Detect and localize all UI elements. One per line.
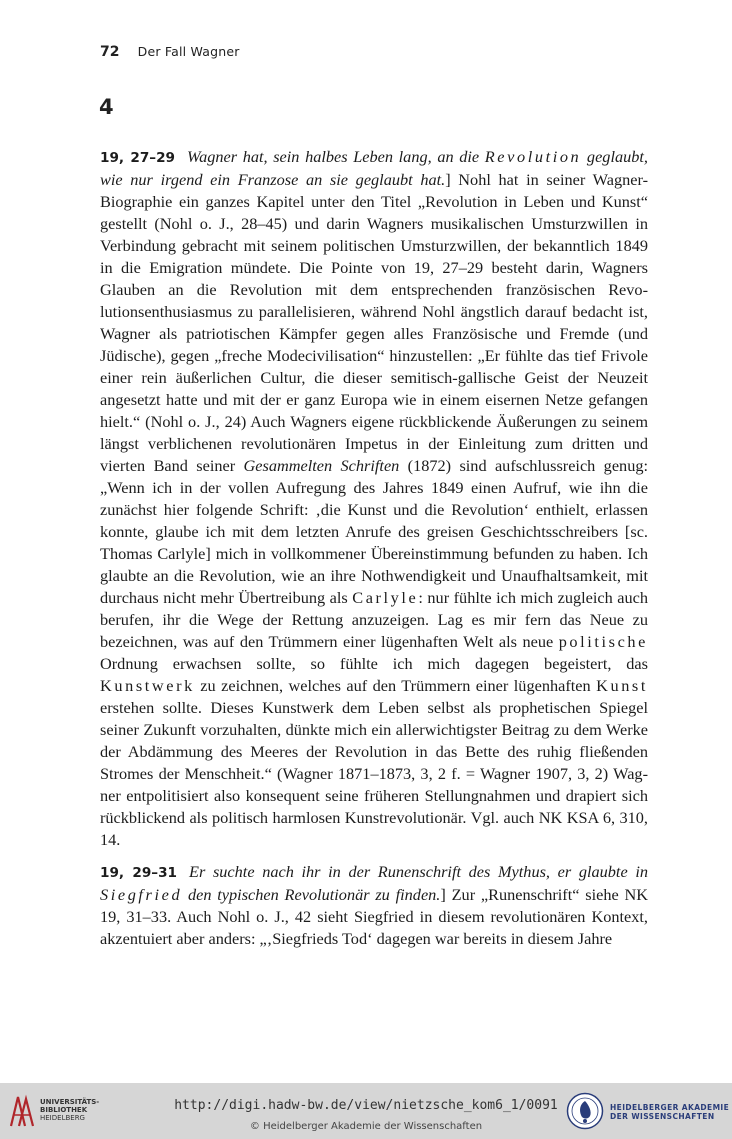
work-title: Gesammelten Schriften <box>243 456 400 475</box>
section-number: 4 <box>99 95 114 119</box>
spaced-emphasis: Kunstwerk <box>100 676 195 695</box>
lemma: Er suchte nach ihr in der Runenschrift des Mythus, er glaubte in Siegfried den typischen Revolutionär zu finden. <box>100 862 648 904</box>
commentary-entry: 19, 27–29 Wagner hat, sein halbes Leben lang, an die Revolution geglaubt, wie nur irgend ein Franzose an sie geglaubt hat.] Nohl hat in seiner Wagner-Biographie ein ganzes Kapitel unter den Titel „Revolution in Leben und Kunst“ gestellt (Nohl o. J., 28–45) und darin Wagners musikalischen Umsturzwillen in Verbindung gebracht mit seinem politischen Umsturzwillen, der bekanntlich 1849 in die Emigration mündete. Die Pointe von 19, 27–29 besteht darin, Wagners Glauben an die Revolution mit dem entsprechenden französischen Revolutionsenthusiasmus zu parallelisieren, während Nohl ängstlich darauf bedacht ist, Wagner als patriotischen Kämpfer gegen alles Französische und Fremde (und Jüdische), gegen „freche Modecivilisation“ hinzustellen: „Er fühlte das tief Frivole einer rein äußerlichen Cultur, die dieser semitisch-gallische Geist der Neuzeit angesetzt hatte und mit der er ganz Europa wie in einem eisernen Netze gefangen hielt.“ (Nohl o. J., 24) Auch Wagners eigene rückblickende Äußerungen zu seinem längst verblichenen revolutionären Impetus in der Einleitung zum dritten und vierten Band seiner Gesammelten Schriften (1872) sind aufschlussreich genug: „Wenn ich in der vollen Aufregung des Jahres 1849 einen Aufruf, wie ihn die zunächst hier folgende Schrift: ‚die Kunst und die Revolution‘ enthielt, erlassen konnte, glaube ich mit dem letzten Anrufe des greisen Geschichtsschreibers [sc. Thomas Carlyle] mich in vollkommener Übereinstimmung befunden zu haben. Ich glaubte an die Revolution, wie an ihre Nothwendigkeit und Unaufhaltsamkeit, mit durchaus nicht mehr Übertreibung als Carlyle: nur fühlte ich mich zugleich auch berufen, ihr die Wege der Rettung anzuzeigen. Lag es mir fern das Neue zu bezeichnen, was auf den Trümmern einer lügenhaften Welt als neue politische Ordnung erwachsen sollte, so fühlte ich mich dagegen begeistert, das Kunstwerk zu zeichnen, welches auf den Trümmern einer lügenhaften Kunst erstehen sollte. Dieses Kunstwerk dem Leben selbst als prophetischen Spiegel seiner Zukunft vorzuhalten, dünkte mich ein allerwichtigster Beitrag zu dem Werke der Abdämmung des Meeres der Revolution in das Bette des ruhig fließenden Stromes der Menschheit.“ (Wagner 1871–1873, 3, 2 f. = Wagner 1907, 3, 2) Wagner entpolitisiert also konsequent seine früheren Stellungnahmen und drapiert sich rückblickend als politisch harmlosen Kunstrevolutionär. Vgl. auch NK KSA 6, 310, 14. <box>100 147 648 849</box>
permalink-url[interactable]: http://digi.hadw-bw.de/view/nietzsche_kom6_1/0091 <box>174 1098 558 1113</box>
academy-seal-icon[interactable] <box>566 1092 604 1130</box>
line-reference: 19, 27–29 <box>100 150 176 166</box>
library-name[interactable]: UNIVERSITÄTS- BIBLIOTHEK HEIDELBERG <box>40 1098 100 1122</box>
commentary-entry <box>100 861 648 950</box>
spaced-emphasis: Siegfried <box>100 885 183 904</box>
running-header <box>100 44 240 60</box>
academy-name[interactable]: HEIDELBERGER AKADEMIE DER WISSENSCHAFTEN <box>610 1103 730 1121</box>
copyright-notice: © Heidelberger Akademie der Wissenschaften <box>249 1121 483 1132</box>
commentary-body <box>100 146 648 960</box>
page-number: 72 <box>100 44 120 60</box>
footer-bar <box>0 1083 732 1139</box>
running-title: Der Fall Wagner <box>137 44 240 59</box>
lemma: Wagner hat, sein halbes Leben lang, an die Revolution geglaubt, wie nur irgend ein Franzose an sie geglaubt hat. <box>100 147 648 189</box>
spaced-emphasis: Kunst <box>596 676 648 695</box>
commentary-text: ] Nohl hat in seiner Wagner-Biographie ein ganzes Kapitel unter den Titel „Revolution in Leben und Kunst“ gestellt (Nohl o. J., 28–45) und darin Wagners musikalischen Umsturzwillen in Verbindung gebracht mit seinem politischen Umsturzwillen, der bekanntlich 1849 in die Emigration mündete. Die Pointe von 19, 27–29 besteht darin, Wagners Glauben an die Revolution mit dem entsprechenden französischen Revolutionsenthusiasmus zu parallelisieren, während Nohl ängstlich darauf bedacht ist, Wagner als patriotischen Kämpfer gegen alles Französische und Fremde (und Jüdische), gegen „freche Modecivilisation“ hinzustellen: „Er fühlte das tief Frivole einer rein äußerlichen Cultur, die dieser semitisch-gallische Geist der Neuzeit angesetzt hatte und mit der er ganz Europa wie in einem eisernen Netze gefangen hielt.“ (Nohl o. J., 24) Auch Wagners eigene rückblickende Äußerungen zu seinem längst verblichenen revolutionären Impetus in der Einleitung zum dritten und vierten Band seiner <box>100 170 648 475</box>
spaced-emphasis: politische <box>558 632 648 651</box>
spaced-emphasis: Revolution <box>484 147 582 166</box>
spaced-emphasis: Carlyle <box>352 588 419 607</box>
line-reference: 19, 29–31 <box>100 865 178 881</box>
commentary-text: ] Zur „Runenschrift“ siehe NK 19, 31–33. Auch Nohl o. J., 42 sieht Siegfried in diesem revolutionären Kontext, akzentuiert aber anders: „‚Siegfrieds Tod‘ dagegen war bereits in diesem Jahre <box>100 885 649 948</box>
